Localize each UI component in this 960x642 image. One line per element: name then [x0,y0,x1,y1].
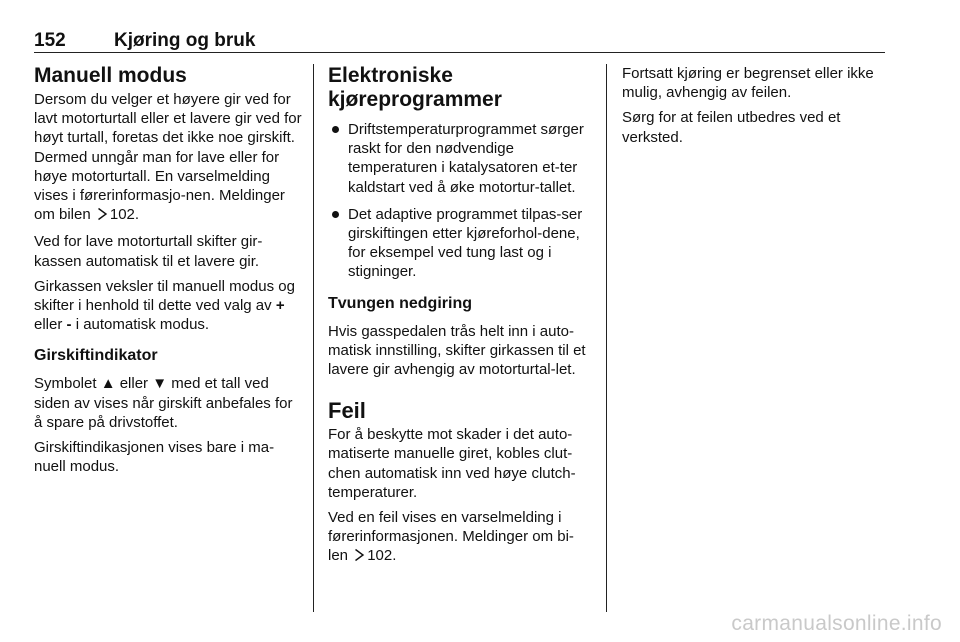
page-reference-link[interactable]: 102. [367,547,397,565]
section-title-feil: Feil [328,398,366,424]
section-title-elektroniske [328,64,592,112]
paragraph: Sørg for at feilen utbedres ved et verksted. [622,109,841,146]
paragraph-text: Ved en feil vises en varselmelding i førerinformasjonen. Meldinger om bi-len [328,509,574,565]
list-item-text: Driftstemperaturprogrammet sørger raskt for den nødvendige temperaturen i katalysatoren et-ter kaldstart ved å øke motortur-tallet. [348,121,584,196]
subheading-tvungen-nedgiring: Tvungen nedgiring [328,294,472,312]
page-header [34,30,885,53]
bullet-dot-icon [332,126,339,133]
column-divider-1 [313,64,314,612]
paragraph-text: i automatisk modus. [75,316,210,334]
paragraph: Hvis gasspedalen trås helt inn i auto-matisk innstilling, skifter girkassen til et lavere gir avhengig av motorturtal-let. [328,322,586,379]
column-divider-2 [606,64,607,612]
list-item-text: Det adaptive programmet tilpas-ser girskiftingen etter kjøreforhol-dene, for eksempel ved tung last og i stigninger. [348,205,583,281]
list-item [328,120,592,197]
chapter-title: Kjøring og bruk [114,30,256,51]
paragraph: Girskiftindikasjonen vises bare i ma-nuell modus. [34,439,275,476]
paragraph: Symbolet ▲ eller ▼ med et tall ved siden av vises når girskift anbefales for å spare på drivstoffet. [34,375,293,431]
paragraph [34,90,302,226]
list-item [328,205,592,282]
watermark: carmanualsonline.info [731,612,942,635]
bullet-dot-icon [332,211,339,218]
page-reference-icon [354,548,365,567]
paragraph-text: Girkassen veksler til manuell modus og skifter i henhold til dette ved valg av [34,277,295,315]
title-line: Elektroniske [328,64,453,87]
bullet-list [328,120,592,282]
column-3 [622,64,890,153]
section-title-manuell-modus: Manuell modus [34,64,187,87]
subheading-girskiftindikator: Girskiftindikator [34,347,158,365]
title-line: kjøreprogrammer [328,88,502,111]
column-2 [328,64,592,574]
paragraph-text: Dersom du velger et høyere gir ved for lavt motorturtall eller et lavere gir ved for høyt turtall, foretas det ikke noe girskift. Dermed unngår man for lave eller for høye motorturtall. En varselmelding vises i førerinformasjo-nen. Meldinger om bilen [34,91,302,224]
paragraph [34,277,302,335]
minus-symbol: - [66,316,72,334]
paragraph: For å beskytte mot skader i det auto-matiserte manuelle giret, kobles clut-chen automatisk inn ved høye clutch-temperaturer. [328,426,576,501]
page-reference-icon [97,207,108,226]
paragraph: Fortsatt kjøring er begrenset eller ikke mulig, avhengig av feilen. [622,65,874,102]
column-1 [34,64,302,482]
paragraph: Ved for lave motorturtall skifter gir-kassen automatisk til et lavere gir. [34,233,263,270]
page-number: 152 [34,30,66,51]
paragraph [328,508,592,568]
paragraph-text: eller [34,316,63,334]
page-reference-link[interactable]: 102. [109,206,140,224]
plus-symbol: + [275,297,285,315]
